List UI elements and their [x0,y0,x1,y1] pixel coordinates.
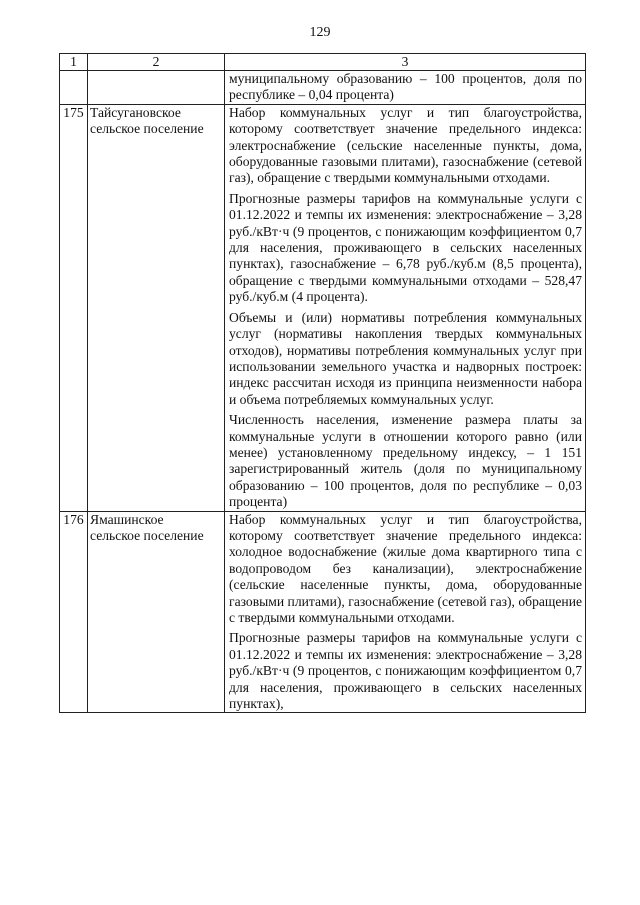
table-row [60,104,586,511]
paragraph-services-set: Набор коммунальных услуг и тип благоустройства, которому соответствует значение предельного индекса: холодное водоснабжение (жилые дома квартирного типа с водопроводом без канализации), электроснабжение (сельские населенные пункты, дома, оборудованные газовыми плитами), газоснабжение (сетевой газ), обращение с твердыми коммунальными отходами. [229,511,582,625]
row-description [225,104,586,511]
paragraph-consumption-norms: Объемы и (или) нормативы потребления коммунальных услуг (нормативы накопления твердых коммунальных отходов), нормативы потребления коммунальных услуг при использовании земельного участка и надворных построек: индекс рассчитан исходя из принципа неизменности набора и объема потребляемых коммунальных услуг. [229,309,582,407]
column-header-1: 1 [60,54,88,71]
paragraph-population: Численность населения, изменение размера платы за коммунальные услуги в отношении которого равно (или менее) установленному предельному индексу, – 1 151 зарегистрированный житель (доля по муниципальному образованию – 100 процентов, доля по республике – 0,03 процента) [229,412,582,510]
continuation-content-cell [225,71,586,105]
row-description [225,511,586,713]
paragraph-tariffs: Прогнозные размеры тарифов на коммунальные услуги с 01.12.2022 и темпы их изменения: электроснабжение – 3,28 руб./кВт·ч (9 процентов, с понижающим коэффициентом 0,7 для населения, проживающего в сельских населенных пунктах), [229,630,582,712]
continuation-name-cell [88,71,225,105]
page-number: 129 [309,25,331,40]
paragraph-tariffs: Прогнозные размеры тарифов на коммунальные услуги с 01.12.2022 и темпы их изменения: электроснабжение – 3,28 руб./кВт·ч (9 процентов, с понижающим коэффициентом 0,7 для населения, проживающего в сельских населенных пунктах), газоснабжение – 6,78 руб./куб.м (8,5 процента), обращение с твердыми коммунальными отходами – 528,47 руб./куб.м (4 процента). [229,190,582,305]
table-header-row [60,54,586,71]
tariff-table [59,53,586,713]
row-number: 175 [60,104,88,511]
settlement-name-line: сельское поселение [90,527,204,543]
continuation-text: муниципальному образованию – 100 процентов, доля по республике – 0,04 процента) [229,71,582,103]
column-header-3: 3 [225,54,586,71]
column-header-2: 2 [88,54,225,71]
continuation-num-cell [60,71,88,105]
settlement-name-line: сельское поселение [90,121,204,137]
settlement-name-line: Тайсугановское [90,104,181,120]
row-number: 176 [60,511,88,713]
settlement-name-line: Ямашинское [90,511,164,527]
settlement-name [88,104,225,511]
table-row [60,511,586,713]
paragraph-services-set: Набор коммунальных услуг и тип благоустройства, которому соответствует значение предельного индекса: электроснабжение (сельские населенные пункты, дома, оборудованные газовыми плитами), газоснабжение (сетевой газ), обращение с твердыми коммунальными отходами. [229,104,582,186]
settlement-name [88,511,225,713]
continuation-row [60,71,586,105]
